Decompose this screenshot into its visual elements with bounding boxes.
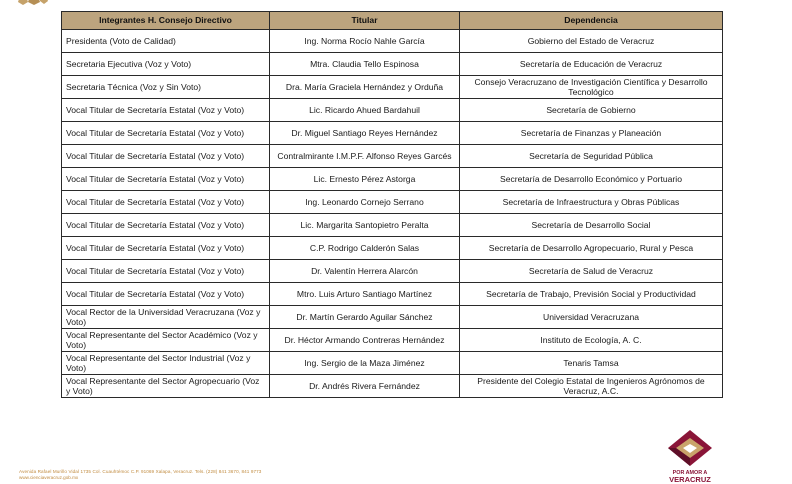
dependency-cell: Secretaría de Trabajo, Previsión Social y Productividad	[460, 283, 723, 306]
table-row	[62, 329, 723, 352]
dependency-cell: Consejo Veracruzano de Investigación Científica y Desarrollo Tecnológico	[460, 76, 723, 99]
titular-cell: Lic. Ricardo Ahued Bardahuil	[270, 99, 460, 122]
header-members: Integrantes H. Consejo Directivo	[62, 12, 270, 30]
header-dependency: Dependencia	[460, 12, 723, 30]
titular-cell: Dra. María Graciela Hernández y Orduña	[270, 76, 460, 99]
table-row	[62, 76, 723, 99]
table-row	[62, 214, 723, 237]
dependency-cell: Secretaría de Desarrollo Agropecuario, Rural y Pesca	[460, 237, 723, 260]
member-cell: Vocal Titular de Secretaría Estatal (Voz y Voto)	[62, 283, 270, 306]
brand-slogan-line1: POR AMOR A	[672, 470, 708, 476]
member-cell: Vocal Titular de Secretaría Estatal (Voz y Voto)	[62, 99, 270, 122]
dependency-cell: Secretaría de Desarrollo Económico y Portuario	[460, 168, 723, 191]
footer-address: Avenida Rafael Murillo Vidal 1735 Col. Cuauhtémoc C.P. 91069 Xalapa, Veracruz. Tels. (228) 841 3670, 841 9773	[19, 469, 262, 474]
table-row	[62, 283, 723, 306]
table-row	[62, 260, 723, 283]
member-cell: Vocal Titular de Secretaría Estatal (Voz y Voto)	[62, 214, 270, 237]
dependency-cell: Presidente del Colegio Estatal de Ingenieros Agrónomos de Veracruz, A.C.	[460, 375, 723, 398]
titular-cell: Lic. Margarita Santopietro Peralta	[270, 214, 460, 237]
titular-cell: Dr. Héctor Armando Contreras Hernández	[270, 329, 460, 352]
member-cell: Vocal Titular de Secretaría Estatal (Voz y Voto)	[62, 168, 270, 191]
member-cell: Vocal Representante del Sector Agropecuario (Voz y Voto)	[62, 375, 270, 398]
table-row	[62, 352, 723, 375]
brand-slogan-line2: VERACRUZ	[669, 475, 711, 484]
titular-cell: Dr. Martín Gerardo Aguilar Sánchez	[270, 306, 460, 329]
member-cell: Vocal Rector de la Universidad Veracruzana (Voz y Voto)	[62, 306, 270, 329]
table-row	[62, 375, 723, 398]
member-cell: Secretaria Ejecutiva (Voz y Voto)	[62, 53, 270, 76]
government-seal-icon	[18, 0, 48, 6]
dependency-cell: Instituto de Ecología, A. C.	[460, 329, 723, 352]
dependency-cell: Tenaris Tamsa	[460, 352, 723, 375]
dependency-cell: Secretaría de Gobierno	[460, 99, 723, 122]
member-cell: Vocal Titular de Secretaría Estatal (Voz y Voto)	[62, 122, 270, 145]
dependency-cell: Secretaría de Finanzas y Planeación	[460, 122, 723, 145]
member-cell: Vocal Representante del Sector Académico (Voz y Voto)	[62, 329, 270, 352]
veracruz-emblem-icon	[668, 430, 712, 470]
table-row	[62, 122, 723, 145]
member-cell: Vocal Titular de Secretaría Estatal (Voz y Voto)	[62, 145, 270, 168]
titular-cell: C.P. Rodrigo Calderón Salas	[270, 237, 460, 260]
titular-cell: Lic. Ernesto Pérez Astorga	[270, 168, 460, 191]
header-titular: Titular	[270, 12, 460, 30]
dependency-cell: Secretaría de Educación de Veracruz	[460, 53, 723, 76]
council-table	[61, 11, 723, 398]
titular-cell: Dr. Valentín Herrera Alarcón	[270, 260, 460, 283]
member-cell: Vocal Titular de Secretaría Estatal (Voz y Voto)	[62, 260, 270, 283]
titular-cell: Ing. Sergio de la Maza Jiménez	[270, 352, 460, 375]
member-cell: Vocal Titular de Secretaría Estatal (Voz y Voto)	[62, 191, 270, 214]
dependency-cell: Universidad Veracruzana	[460, 306, 723, 329]
brand-logo	[662, 430, 718, 484]
table-row	[62, 53, 723, 76]
footer-website: www.cienciaveracruz.gob.mx	[19, 475, 79, 480]
table-row	[62, 168, 723, 191]
titular-cell: Dr. Miguel Santiago Reyes Hernández	[270, 122, 460, 145]
titular-cell: Ing. Leonardo Cornejo Serrano	[270, 191, 460, 214]
titular-cell: Mtro. Luis Arturo Santiago Martínez	[270, 283, 460, 306]
member-cell: Vocal Titular de Secretaría Estatal (Voz y Voto)	[62, 237, 270, 260]
table-row	[62, 306, 723, 329]
table-header-row	[62, 12, 723, 30]
table-row	[62, 237, 723, 260]
dependency-cell: Secretaría de Salud de Veracruz	[460, 260, 723, 283]
member-cell: Presidenta (Voto de Calidad)	[62, 30, 270, 53]
table-row	[62, 30, 723, 53]
table-row	[62, 99, 723, 122]
member-cell: Vocal Representante del Sector Industrial (Voz y Voto)	[62, 352, 270, 375]
titular-cell: Contralmirante I.M.P.F. Alfonso Reyes Garcés	[270, 145, 460, 168]
table-row	[62, 191, 723, 214]
member-cell: Secretaria Técnica (Voz y Sin Voto)	[62, 76, 270, 99]
dependency-cell: Secretaría de Desarrollo Social	[460, 214, 723, 237]
dependency-cell: Secretaría de Seguridad Pública	[460, 145, 723, 168]
table-row	[62, 145, 723, 168]
titular-cell: Dr. Andrés Rivera Fernández	[270, 375, 460, 398]
dependency-cell: Gobierno del Estado de Veracruz	[460, 30, 723, 53]
titular-cell: Ing. Norma Rocío Nahle García	[270, 30, 460, 53]
titular-cell: Mtra. Claudia Tello Espinosa	[270, 53, 460, 76]
dependency-cell: Secretaría de Infraestructura y Obras Públicas	[460, 191, 723, 214]
